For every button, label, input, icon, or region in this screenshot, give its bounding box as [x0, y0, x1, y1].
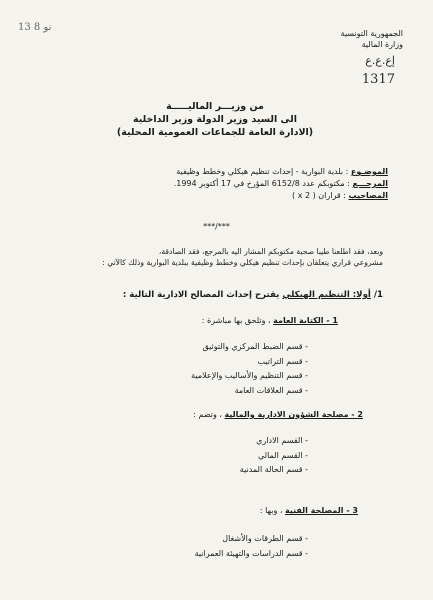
attachment-text: : قراران ( 2 x ) — [292, 191, 346, 200]
title-to: الى السيد وزير الدولة وزير الداخلية — [132, 114, 297, 125]
list-item: - قسم الحالة المدنية — [240, 463, 308, 478]
reference-label: المرجـــع — [352, 179, 388, 188]
intro-paragraph — [102, 246, 383, 268]
list-item: - قسم الضبط المركزي والتوثيق — [191, 340, 308, 355]
ministry-name: وزارة المالية — [361, 40, 403, 49]
list-item: - قسم التنظيم والأساليب والإعلامية — [191, 369, 308, 384]
letterhead — [341, 28, 403, 50]
group-1-title: 1 - الكتابة العامة — [273, 316, 338, 325]
subject-text: : بلدية البوارية - إحداث تنظيم هيكلي وخطط وظيفية — [176, 167, 349, 176]
title-department: (الادارة العامة للجماعات العمومية المحلية) — [116, 127, 314, 138]
group-2-heading — [193, 410, 363, 419]
group-1-rest: ، وتلحق بها مباشرة : — [201, 316, 271, 325]
title-from: من وزيـــر الماليـــــة — [166, 101, 264, 112]
reference-row — [174, 178, 388, 190]
republic-name: الجمهورية التونسية — [340, 29, 403, 38]
attachment-label: المصاحيب — [348, 191, 388, 200]
section-title: أولا: التنظيم الهيكلي — [282, 290, 371, 300]
reference-text: : مكتوبكم عدد 6152/8 المؤرخ في 17 أكتوبر 1994. — [173, 179, 350, 188]
subject-row — [174, 166, 388, 178]
list-item: - قسم الطرقات والأشغال — [195, 532, 308, 547]
group-2-title: 2 - مصلحة الشؤون الادارية والمالية — [224, 410, 363, 419]
group-3-title: 3 - المصلحة الفنية — [284, 506, 358, 515]
group-3-rest: ، وبها : — [259, 506, 283, 515]
corner-mark: 13 نو 8 — [18, 22, 52, 33]
subject-label: الموضـوع — [350, 167, 388, 176]
group-1-list — [191, 340, 308, 398]
section-rest: يقترح إحداث المصالح الادارية التالية : — [122, 290, 280, 300]
ref-number: 1317 — [361, 72, 395, 87]
separator: ***/*** — [203, 222, 230, 231]
letter-title — [90, 100, 340, 139]
attachment-row — [174, 190, 388, 202]
group-3-list — [195, 532, 308, 561]
list-item: - قسم الدراسات والتهيئة العمرانية — [195, 547, 308, 562]
group-3-heading — [260, 506, 358, 515]
group-2-rest: ، وتضم : — [193, 410, 222, 419]
list-item: - القسم المالي — [240, 449, 308, 464]
intro-line-2: مشروعي قراري يتعلقان بإحداث تنظيم هيكلي وخطط وظيفية ببلدية البوارية وذلك كالآتي : — [102, 258, 383, 267]
section-number: 1/ — [373, 290, 383, 300]
letter-meta — [174, 166, 388, 202]
list-item: - قسم العلاقات العامة — [191, 384, 308, 399]
list-item: - القسم الاداري — [240, 434, 308, 449]
section-1-heading — [123, 290, 383, 300]
list-item: - قسم التراتيب — [191, 355, 308, 370]
group-1-heading — [202, 316, 338, 325]
group-2-list — [240, 434, 308, 478]
intro-line-1: وبعد، فقد اطلعنا طيبا صحبة مكتوبكم المشار اليه بالمرجع، فقد الصادقة، — [158, 247, 383, 256]
ref-code: إع.ع.ع — [365, 54, 395, 67]
